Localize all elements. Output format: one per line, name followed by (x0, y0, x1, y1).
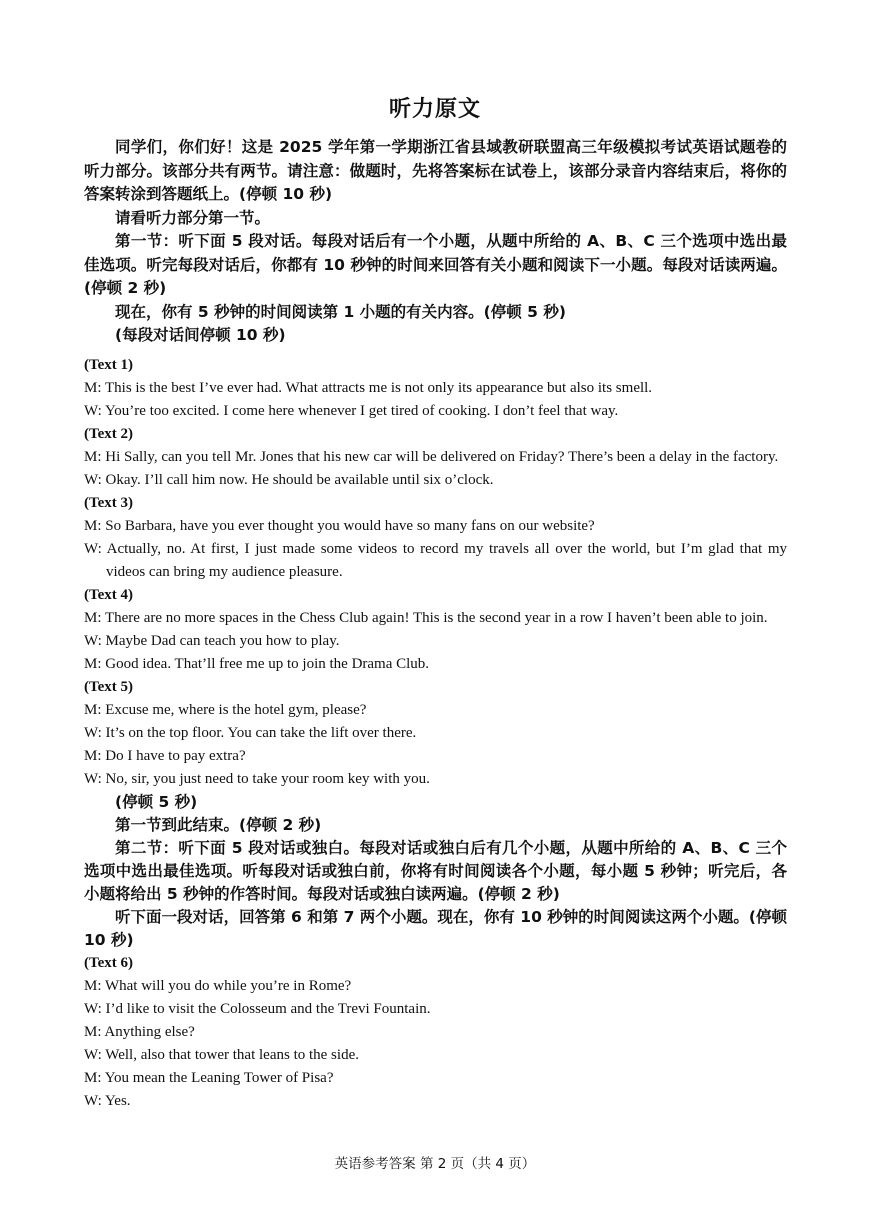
dialogue-line: M: Do I have to pay extra? (84, 748, 246, 764)
dialogue-line: W: You’re too excited. I come here whenever I get tired of cooking. I don’t feel that way. (84, 403, 619, 419)
dialogue-line: W: I’d like to visit the Colosseum and the Trevi Fountain. (84, 1001, 431, 1017)
page-title: 听力原文 (388, 97, 481, 122)
intro-paragraph: 同学们，你们好！这是 2025 学年第一学期浙江省县域教研联盟高三年级模拟考试英语试题卷的听力部分。该部分共有两节。请注意：做题时，先将答案标在试卷上，该部分录音内容结束后，将你的答案转涂到答题纸上。(停顿 10 秒) (84, 138, 787, 203)
text-heading: (Text 6) (84, 955, 134, 971)
dialogue-line: M: Excuse me, where is the hotel gym, please? (84, 702, 367, 718)
section-note: 听下面一段对话，回答第 6 和第 7 两个小题。现在，你有 10 秒钟的时间阅读这两个小题。(停顿 10 秒) (84, 908, 787, 949)
section-note: 第二节：听下面 5 段对话或独白。每段对话或独白后有几个小题，从题中所给的 A、B、C 三个选项中选出最佳选项。听每段对话或独白前，你将有时间阅读各个小题，每小题 5 秒钟；听完后，各小题将给出 5 秒钟的作答时间。每段对话或独白读两遍。(停顿 2 秒) (84, 839, 787, 903)
dialogue-line: M: Hi Sally, can you tell Mr. Jones that his new car will be delivered on Friday? There’s been a delay in the factory. (84, 449, 779, 465)
dialogue-line: W: It’s on the top floor. You can take the lift over there. (84, 725, 417, 741)
dialogue-line: W: No, sir, you just need to take your room key with you. (84, 771, 430, 787)
dialogue-line: W: Maybe Dad can teach you how to play. (84, 633, 340, 649)
section-note: (停顿 5 秒) (115, 793, 198, 811)
text-heading: (Text 5) (84, 679, 134, 695)
dialogue-line: M: This is the best I’ve ever had. What attracts me is not only its appearance but also its smell. (84, 380, 653, 396)
text-heading: (Text 1) (84, 357, 134, 373)
intro-paragraph: 第一节：听下面 5 段对话。每段对话后有一个小题，从题中所给的 A、B、C 三个选项中选出最佳选项。听完每段对话后，你都有 10 秒钟的时间来回答有关小题和阅读下一小题。每段对话读两遍。(停顿 2 秒) (84, 232, 787, 297)
dialogue-line: W: Actually, no. At first, I just made some videos to record my travels all over the world, but I’m glad that my videos can bring my audience pleasure. (84, 541, 787, 580)
text-heading: (Text 4) (84, 587, 134, 603)
dialogue-line: M: You mean the Leaning Tower of Pisa? (84, 1070, 334, 1086)
dialogue-line: M: There are no more spaces in the Chess Club again! This is the second year in a row I haven’t been able to join. (84, 610, 768, 626)
transcript-body (84, 354, 787, 1113)
intro-paragraph: 请看听力部分第一节。 (115, 208, 271, 227)
dialogue-line: W: Okay. I’ll call him now. He should be available until six o’clock. (84, 472, 494, 488)
dialogue-line: W: Yes. (84, 1093, 131, 1109)
section-note: 第一节到此结束。(停顿 2 秒) (115, 816, 322, 834)
dialogue-line: M: What will you do while you’re in Rome? (84, 978, 352, 994)
intro-section (84, 136, 787, 348)
dialogue-line: M: So Barbara, have you ever thought you would have so many fans on our website? (84, 518, 595, 534)
dialogue-line: M: Good idea. That’ll free me up to join the Drama Club. (84, 656, 430, 672)
dialogue-line: W: Well, also that tower that leans to the side. (84, 1047, 359, 1063)
page-footer: 英语参考答案 第 2 页（共 4 页） (334, 1156, 536, 1172)
dialogue-line: M: Anything else? (84, 1024, 195, 1040)
intro-paragraph: 现在，你有 5 秒钟的时间阅读第 1 小题的有关内容。(停顿 5 秒) (115, 302, 566, 321)
text-heading: (Text 2) (84, 426, 134, 442)
text-heading: (Text 3) (84, 495, 134, 511)
intro-paragraph: (每段对话间停顿 10 秒) (115, 326, 286, 344)
